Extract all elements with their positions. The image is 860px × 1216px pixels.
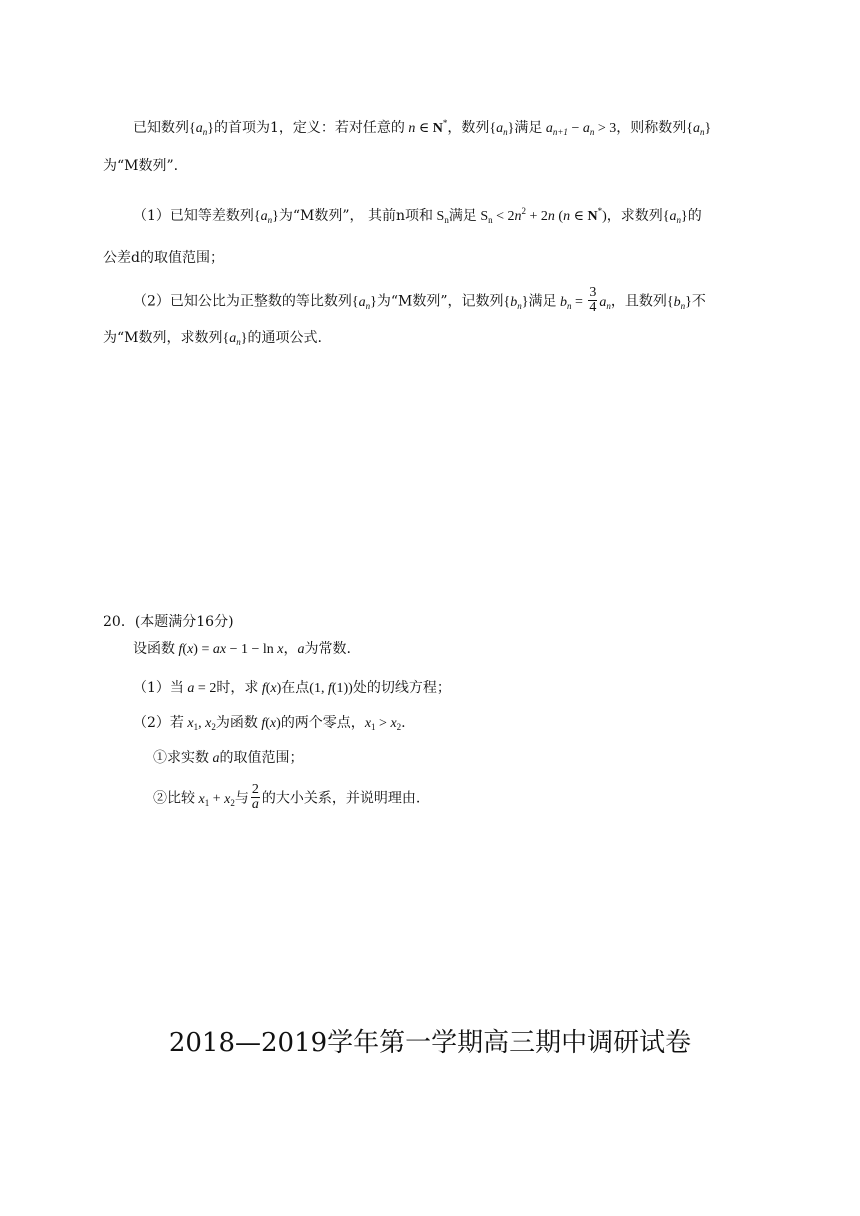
exam-title: 2018—2019学年第一学期高三期中调研试卷 bbox=[168, 1028, 692, 1058]
part2-line-2: 为“M数列，求数列$\{a_n\}$的通项公式. bbox=[103, 330, 322, 347]
fraction-three-quarters: $\frac{3}{4}$ bbox=[589, 285, 597, 315]
intro-line-2: 为“M数列”. bbox=[103, 158, 179, 174]
part1-line-2: 公差d的取值范围； bbox=[103, 250, 224, 266]
q20-subpart1: ①求实数 a的取值范围； bbox=[153, 750, 304, 766]
part2-line-1: （2）已知公比为正整数的等比数列$\{a_n\}$为“M数列”，记数列$\{b_n\}$满足 $b_n$ = $\frac{3}{4}$ $a_n$，且数列$\{b_n\}$不 bbox=[133, 285, 706, 315]
fraction-two-over-a: $\frac{2}{a}$ bbox=[251, 782, 259, 812]
q20-header: 20．(本题满分16分) bbox=[103, 614, 234, 630]
q20-subpart2: ②比较 $x_1 + x_2$与 $\frac{2}{a}$ 的大小关系，并说明理由. bbox=[153, 782, 421, 812]
intro-line-1: 已知数列$\{a_n\}$的首项为1，定义：若对任意的 n ∈ N*，数列$\{a_n\}$满足 $a_{n+1} - a_n > 3$，则称数列$\{a_n\}$ bbox=[133, 118, 712, 137]
q20-part1: （1）当 a = 2时，求 f(x)在点(1, f(1))处的切线方程； bbox=[133, 680, 451, 696]
part1-line-1: （1）已知等差数列$\{a_n\}$为“M数列”， 其前n项和 $S_n$满足 $S_n < 2n^2 + 2n$ (n ∈ N*)，求数列$\{a_n\}$的 bbox=[133, 206, 702, 225]
q20-part2: （2）若 $x_1$, $x_2$为函数 f(x)的两个零点，$x_1 > x_2$. bbox=[133, 715, 406, 732]
q20-stem: 设函数 f(x) = ax − 1 − ln x，a为常数. bbox=[133, 641, 351, 657]
